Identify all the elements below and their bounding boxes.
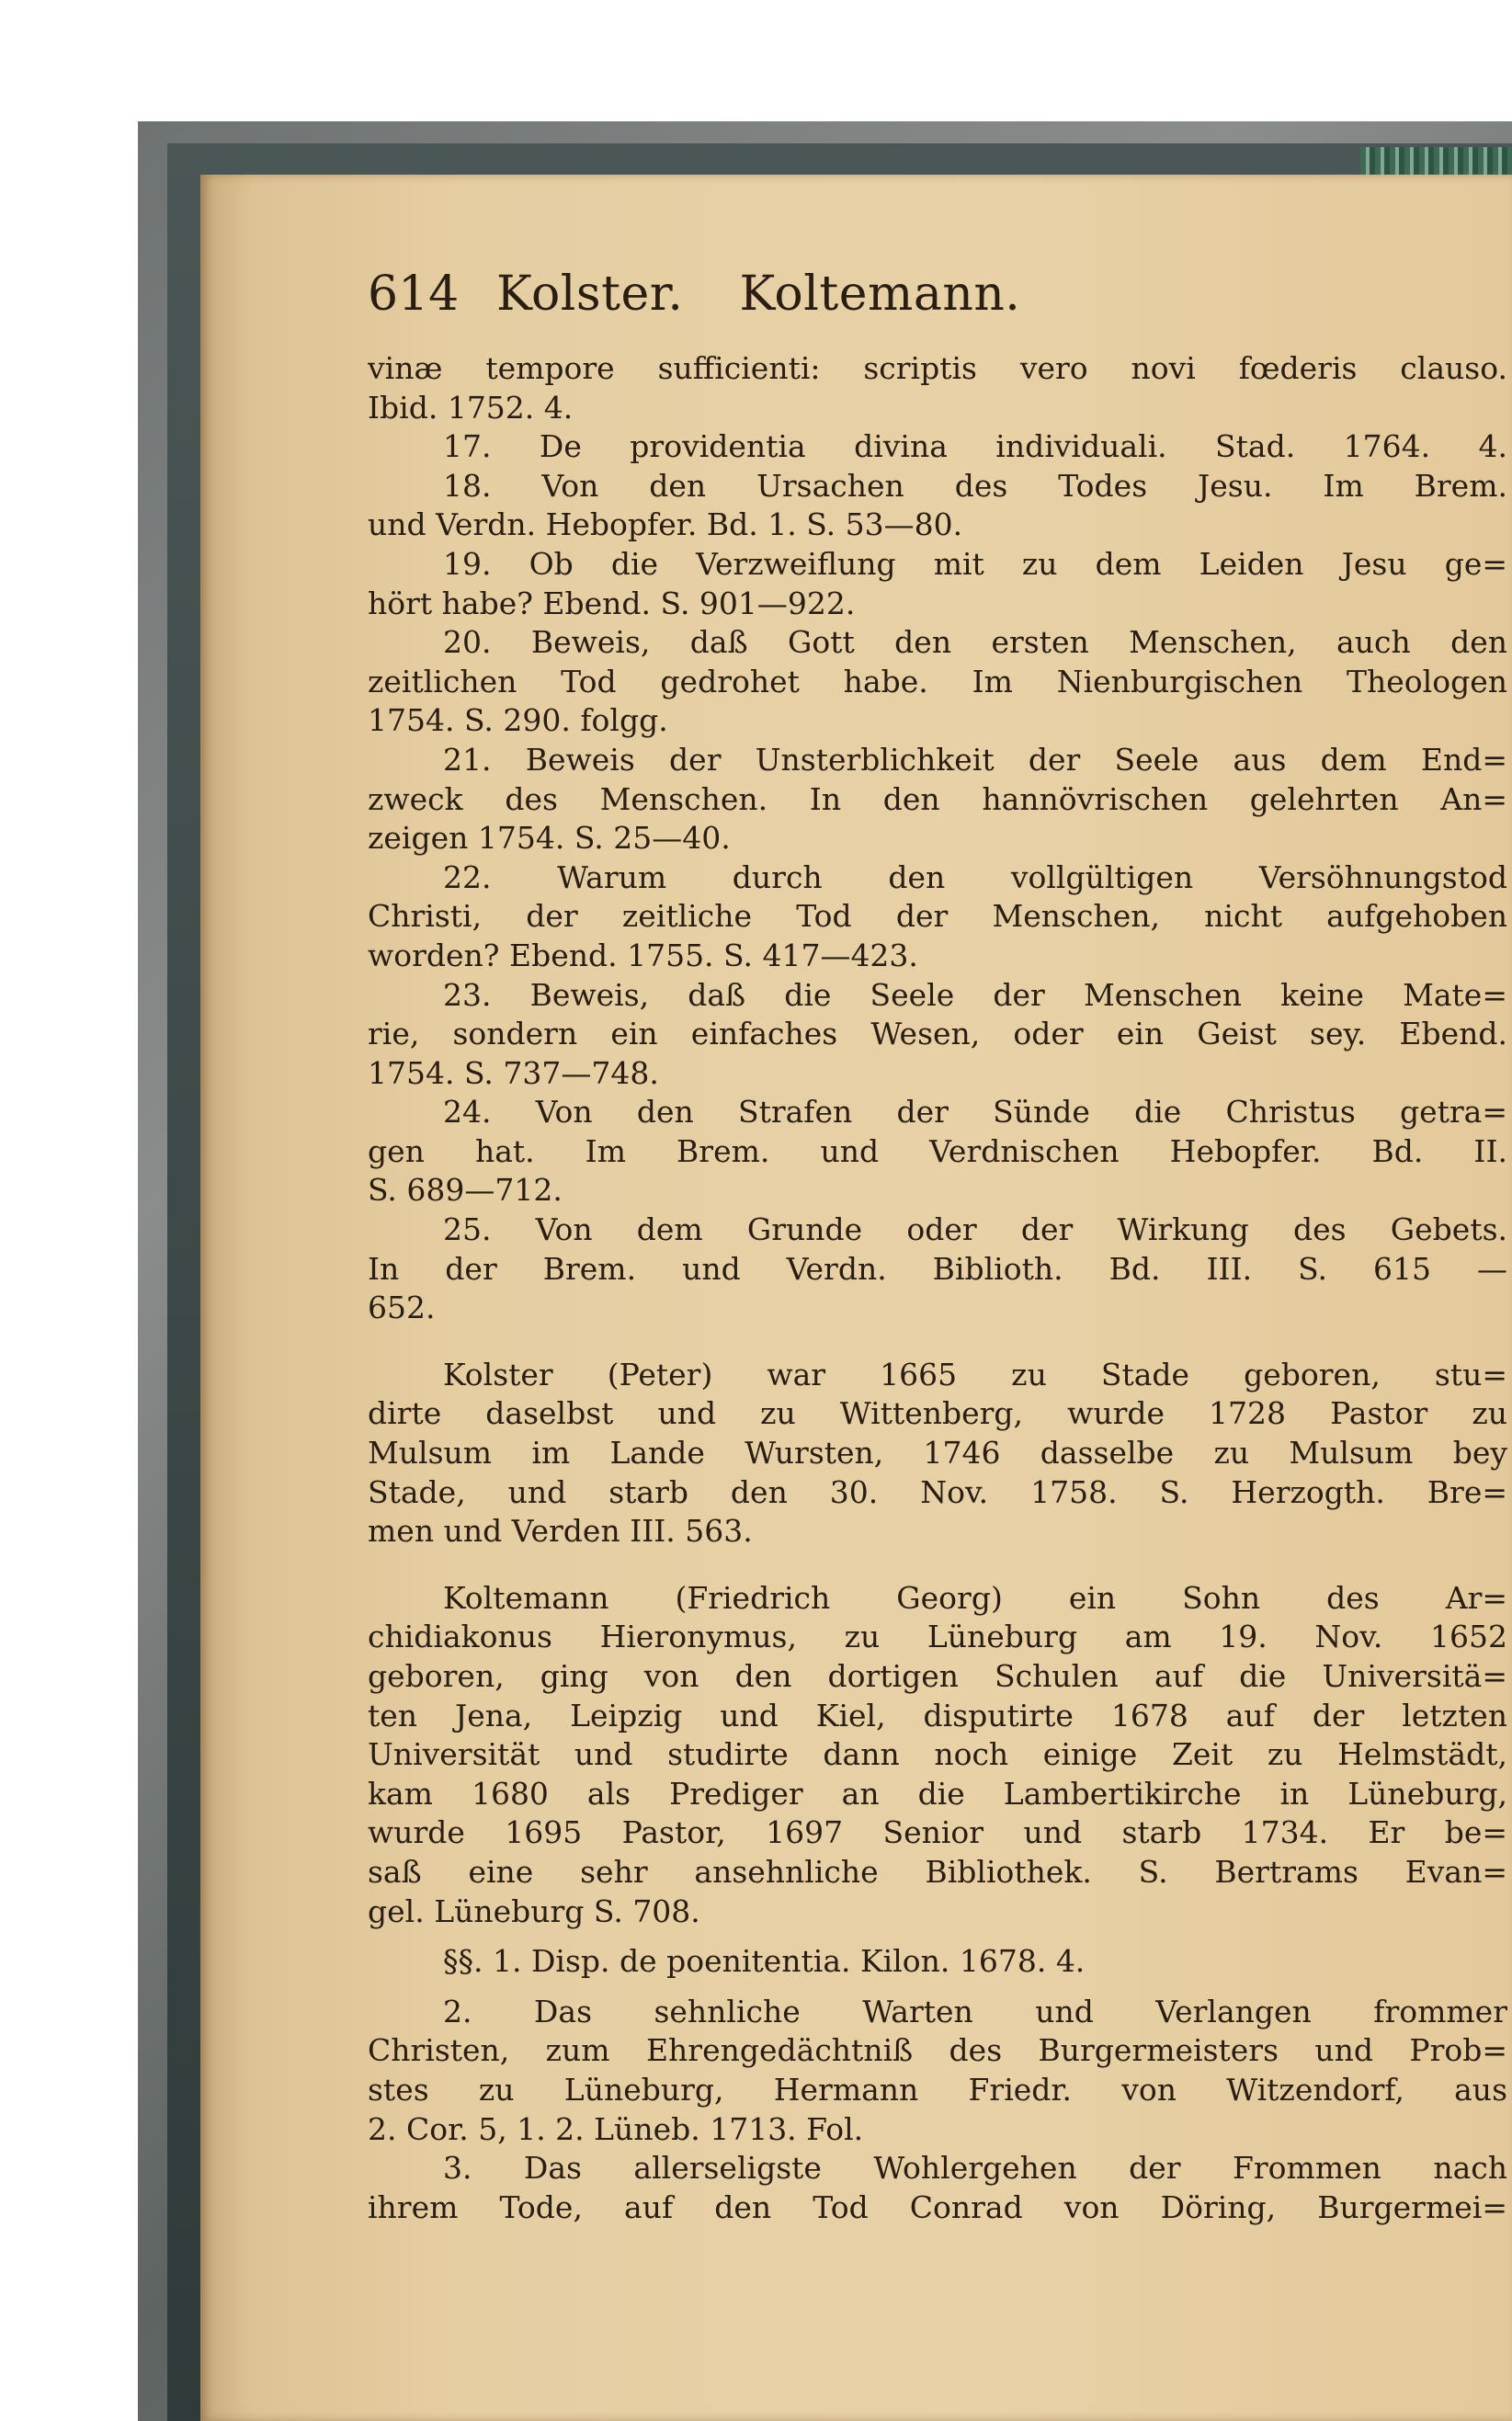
text-line: vinæ tempore sufficienti: scriptis vero novi fœderis clauso. <box>368 350 1507 386</box>
text-line: 18. Von den Ursachen des Todes Jesu. Im Brem. <box>443 467 1507 504</box>
text-line: 23. Beweis, daß die Seele der Menschen keine Mate= <box>443 976 1507 1013</box>
text-line: rie, sondern ein einfaches Wesen, oder ein Geist sey. Ebend. <box>368 1016 1507 1052</box>
text-line: gel. Lüneburg S. 708. <box>368 1892 700 1929</box>
text-line: saß eine sehr ansehnliche Bibliothek. S. Bertrams Evan= <box>368 1853 1507 1890</box>
text-line: 21. Beweis der Unsterblichkeit der Seele aus dem End= <box>443 741 1507 778</box>
text-line: 3. Das allerseligste Wohlergehen der Frommen nach <box>443 2150 1507 2187</box>
text-line: Christi, der zeitliche Tod der Menschen, nicht aufgehoben <box>368 898 1507 935</box>
entry-heading-line: Koltemann (Friedrich Georg) ein Sohn des Ar= <box>443 1579 1507 1616</box>
text-line: Mulsum im Lande Wursten, 1746 dasselbe zu Mulsum bey <box>368 1435 1507 1472</box>
text-line: 2. Cor. 5, 1. 2. Lüneb. 1713. Fol. <box>368 2110 864 2147</box>
entry-heading-line: Kolster (Peter) war 1665 zu Stade geboren, stu= <box>443 1356 1507 1392</box>
text-line: 1754. S. 290. folgg. <box>368 702 668 739</box>
text-line: ihrem Tode, auf den Tod Conrad von Döring, Burgermei= <box>368 2188 1507 2225</box>
paragraph-gap <box>368 1551 1507 1579</box>
text-line: zeitlichen Tod gedrohet habe. Im Nienburgischen Theologen <box>368 663 1507 699</box>
text-line: 22. Warum durch den vollgültigen Versöhnungstod <box>443 858 1507 895</box>
text-line: und Verdn. Hebopfer. Bd. 1. S. 53—80. <box>368 506 963 543</box>
text-line: zweck des Menschen. In den hannövrischen gelehrten An= <box>368 780 1507 817</box>
text-line: kam 1680 als Prediger an die Lambertikirche in Lüneburg, <box>368 1775 1507 1812</box>
text-line: 1754. S. 737—748. <box>368 1054 659 1091</box>
page-header <box>368 267 1507 349</box>
text-line: S. 689—712. <box>368 1172 563 1209</box>
text-line: chidiakonus Hieronymus, zu Lüneburg am 19. Nov. 1652 <box>368 1619 1507 1655</box>
text-line: Ibid. 1752. 4. <box>368 389 574 426</box>
page-content <box>368 267 1507 2227</box>
text-line: wurde 1695 Pastor, 1697 Senior und starb 1734. Er be= <box>368 1814 1507 1851</box>
paragraph-gap <box>368 1982 1507 1993</box>
text-line: 25. Von dem Grunde oder der Wirkung des Gebets. <box>443 1211 1507 1248</box>
text-line: 19. Ob die Verzweiflung mit zu dem Leiden Jesu ge= <box>443 545 1507 582</box>
text-line: 652. <box>368 1290 436 1326</box>
text-line: geboren, ging von den dortigen Schulen auf die Universitä= <box>368 1658 1507 1694</box>
page-number: 614 <box>368 267 460 322</box>
text-line: worden? Ebend. 1755. S. 417—423. <box>368 937 918 973</box>
text-line: gen hat. Im Brem. und Verdnischen Hebopfer. Bd. II. <box>368 1132 1507 1169</box>
text-line: §§. 1. Disp. de poenitentia. Kilon. 1678. 4. <box>443 1943 1086 1980</box>
text-line: Universität und studirte dann noch einige Zeit zu Helmstädt, <box>368 1736 1507 1773</box>
running-head <box>496 267 1020 322</box>
text-line: 17. De providentia divina individuali. Stad. 1764. 4. <box>443 428 1507 465</box>
text-line: 24. Von den Strafen der Sünde die Christus getra= <box>443 1094 1507 1131</box>
body-text <box>368 349 1507 2227</box>
text-line: stes zu Lüneburg, Hermann Friedr. von Witzendorf, aus <box>368 2071 1507 2108</box>
text-line: hört habe? Ebend. S. 901—922. <box>368 585 856 621</box>
paragraph-gap <box>368 1328 1507 1356</box>
text-line: In der Brem. und Verdn. Biblioth. Bd. III. S. 615 — <box>368 1250 1507 1287</box>
text-line: dirte daselbst und zu Wittenberg, wurde 1728 Pastor zu <box>368 1395 1507 1432</box>
text-line: 20. Beweis, daß Gott den ersten Menschen, auch den <box>443 624 1507 661</box>
text-line: 2. Das sehnliche Warten und Verlangen frommer <box>443 1993 1507 2029</box>
running-head-right: Koltemann. <box>739 267 1021 322</box>
text-line: zeigen 1754. S. 25—40. <box>368 820 731 857</box>
text-line: ten Jena, Leipzig und Kiel, disputirte 1678 auf der letzten <box>368 1697 1507 1733</box>
text-line: Stade, und starb den 30. Nov. 1758. S. Herzogth. Bre= <box>368 1473 1507 1510</box>
paragraph-gap <box>368 1931 1507 1942</box>
text-line: men und Verden III. 563. <box>368 1513 753 1550</box>
text-line: Christen, zum Ehrengedächtniß des Burgermeisters und Prob= <box>368 2032 1507 2069</box>
running-head-left: Kolster. <box>496 267 684 322</box>
book-spine-ribbon <box>1360 147 1512 175</box>
